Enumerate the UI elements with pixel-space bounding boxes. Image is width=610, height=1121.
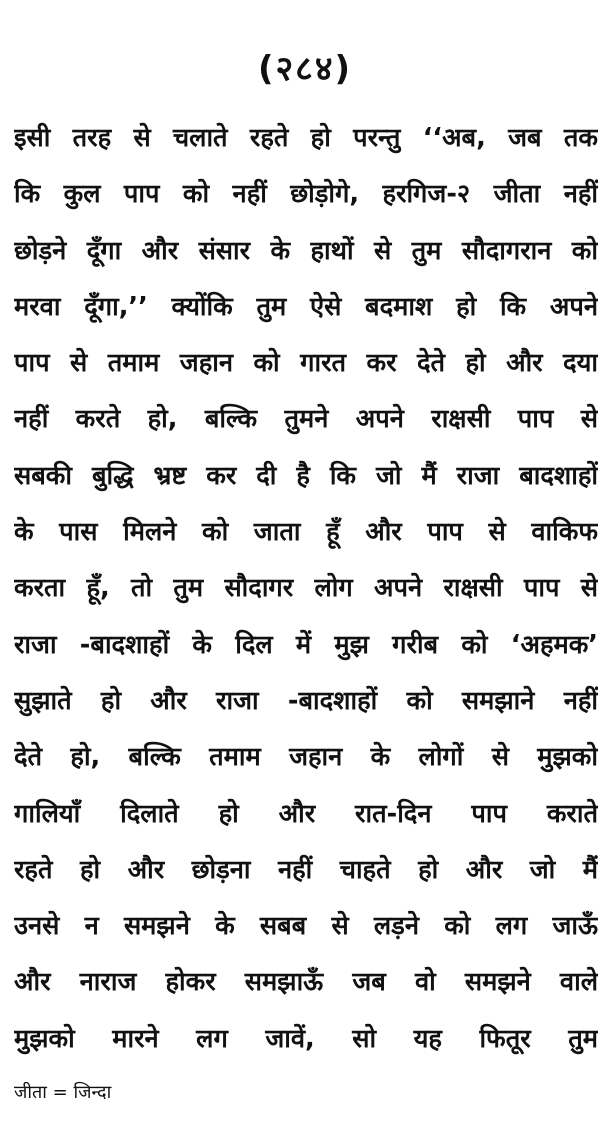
text-line: इसी तरह से चलाते रहते हो परन्तु ‘‘अब, जब तक (14, 123, 598, 153)
text-line: उनसे न समझने के सबब से लड़ने को लग जाऊँ (14, 911, 598, 942)
page-number: (२८४) (257, 49, 353, 89)
text-line: कि कुल पाप को नहीं छोड़ोगे, हरगिज-२ जीता नहीं (14, 179, 598, 210)
text-line: पाप से तमाम जहान को गारत कर देते हो और दया (14, 348, 598, 379)
text-line: सुझाते हो और राजा -बादशाहों को समझाने नहीं (14, 685, 598, 716)
footnote: जीता = जिन्दा (14, 1082, 112, 1103)
text-line: रहते हो और छोड़ना नहीं चाहते हो और जो मैं (14, 854, 598, 885)
text-line: करता हूँ, तो तुम सौदागर लोग अपने राक्षसी पाप से (14, 573, 598, 604)
text-line: के पास मिलने को जाता हूँ और पाप से वाकिफ (14, 517, 598, 548)
text-line: देते हो, बल्कि तमाम जहान के लोगों से मुझको (14, 742, 598, 773)
body-text (14, 110, 598, 1067)
text-line: मुझको मारने लग जावें, सो यह फितूर तुम (14, 1023, 598, 1054)
text-line: राजा -बादशाहों के दिल में मुझ गरीब को ‘अहमक’ (14, 629, 598, 660)
text-line: गालियाँ दिलाते हो और रात-दिन पाप कराते (14, 798, 598, 829)
text-line: मरवा दूँगा,’’ क्योंकि तुम ऐसे बदमाश हो कि अपने (14, 291, 598, 322)
text-line: और नाराज होकर समझाऊँ जब वो समझने वाले (14, 967, 598, 998)
text-line: नहीं करते हो, बल्कि तुमने अपने राक्षसी पाप से (14, 404, 598, 435)
text-line: सबकी बुद्धि भ्रष्ट कर दी है कि जो मैं राजा बादशाहों (14, 460, 598, 491)
text-line: छोड़ने दूँगा और संसार के हाथों से तुम सौदागरान को (14, 235, 598, 266)
